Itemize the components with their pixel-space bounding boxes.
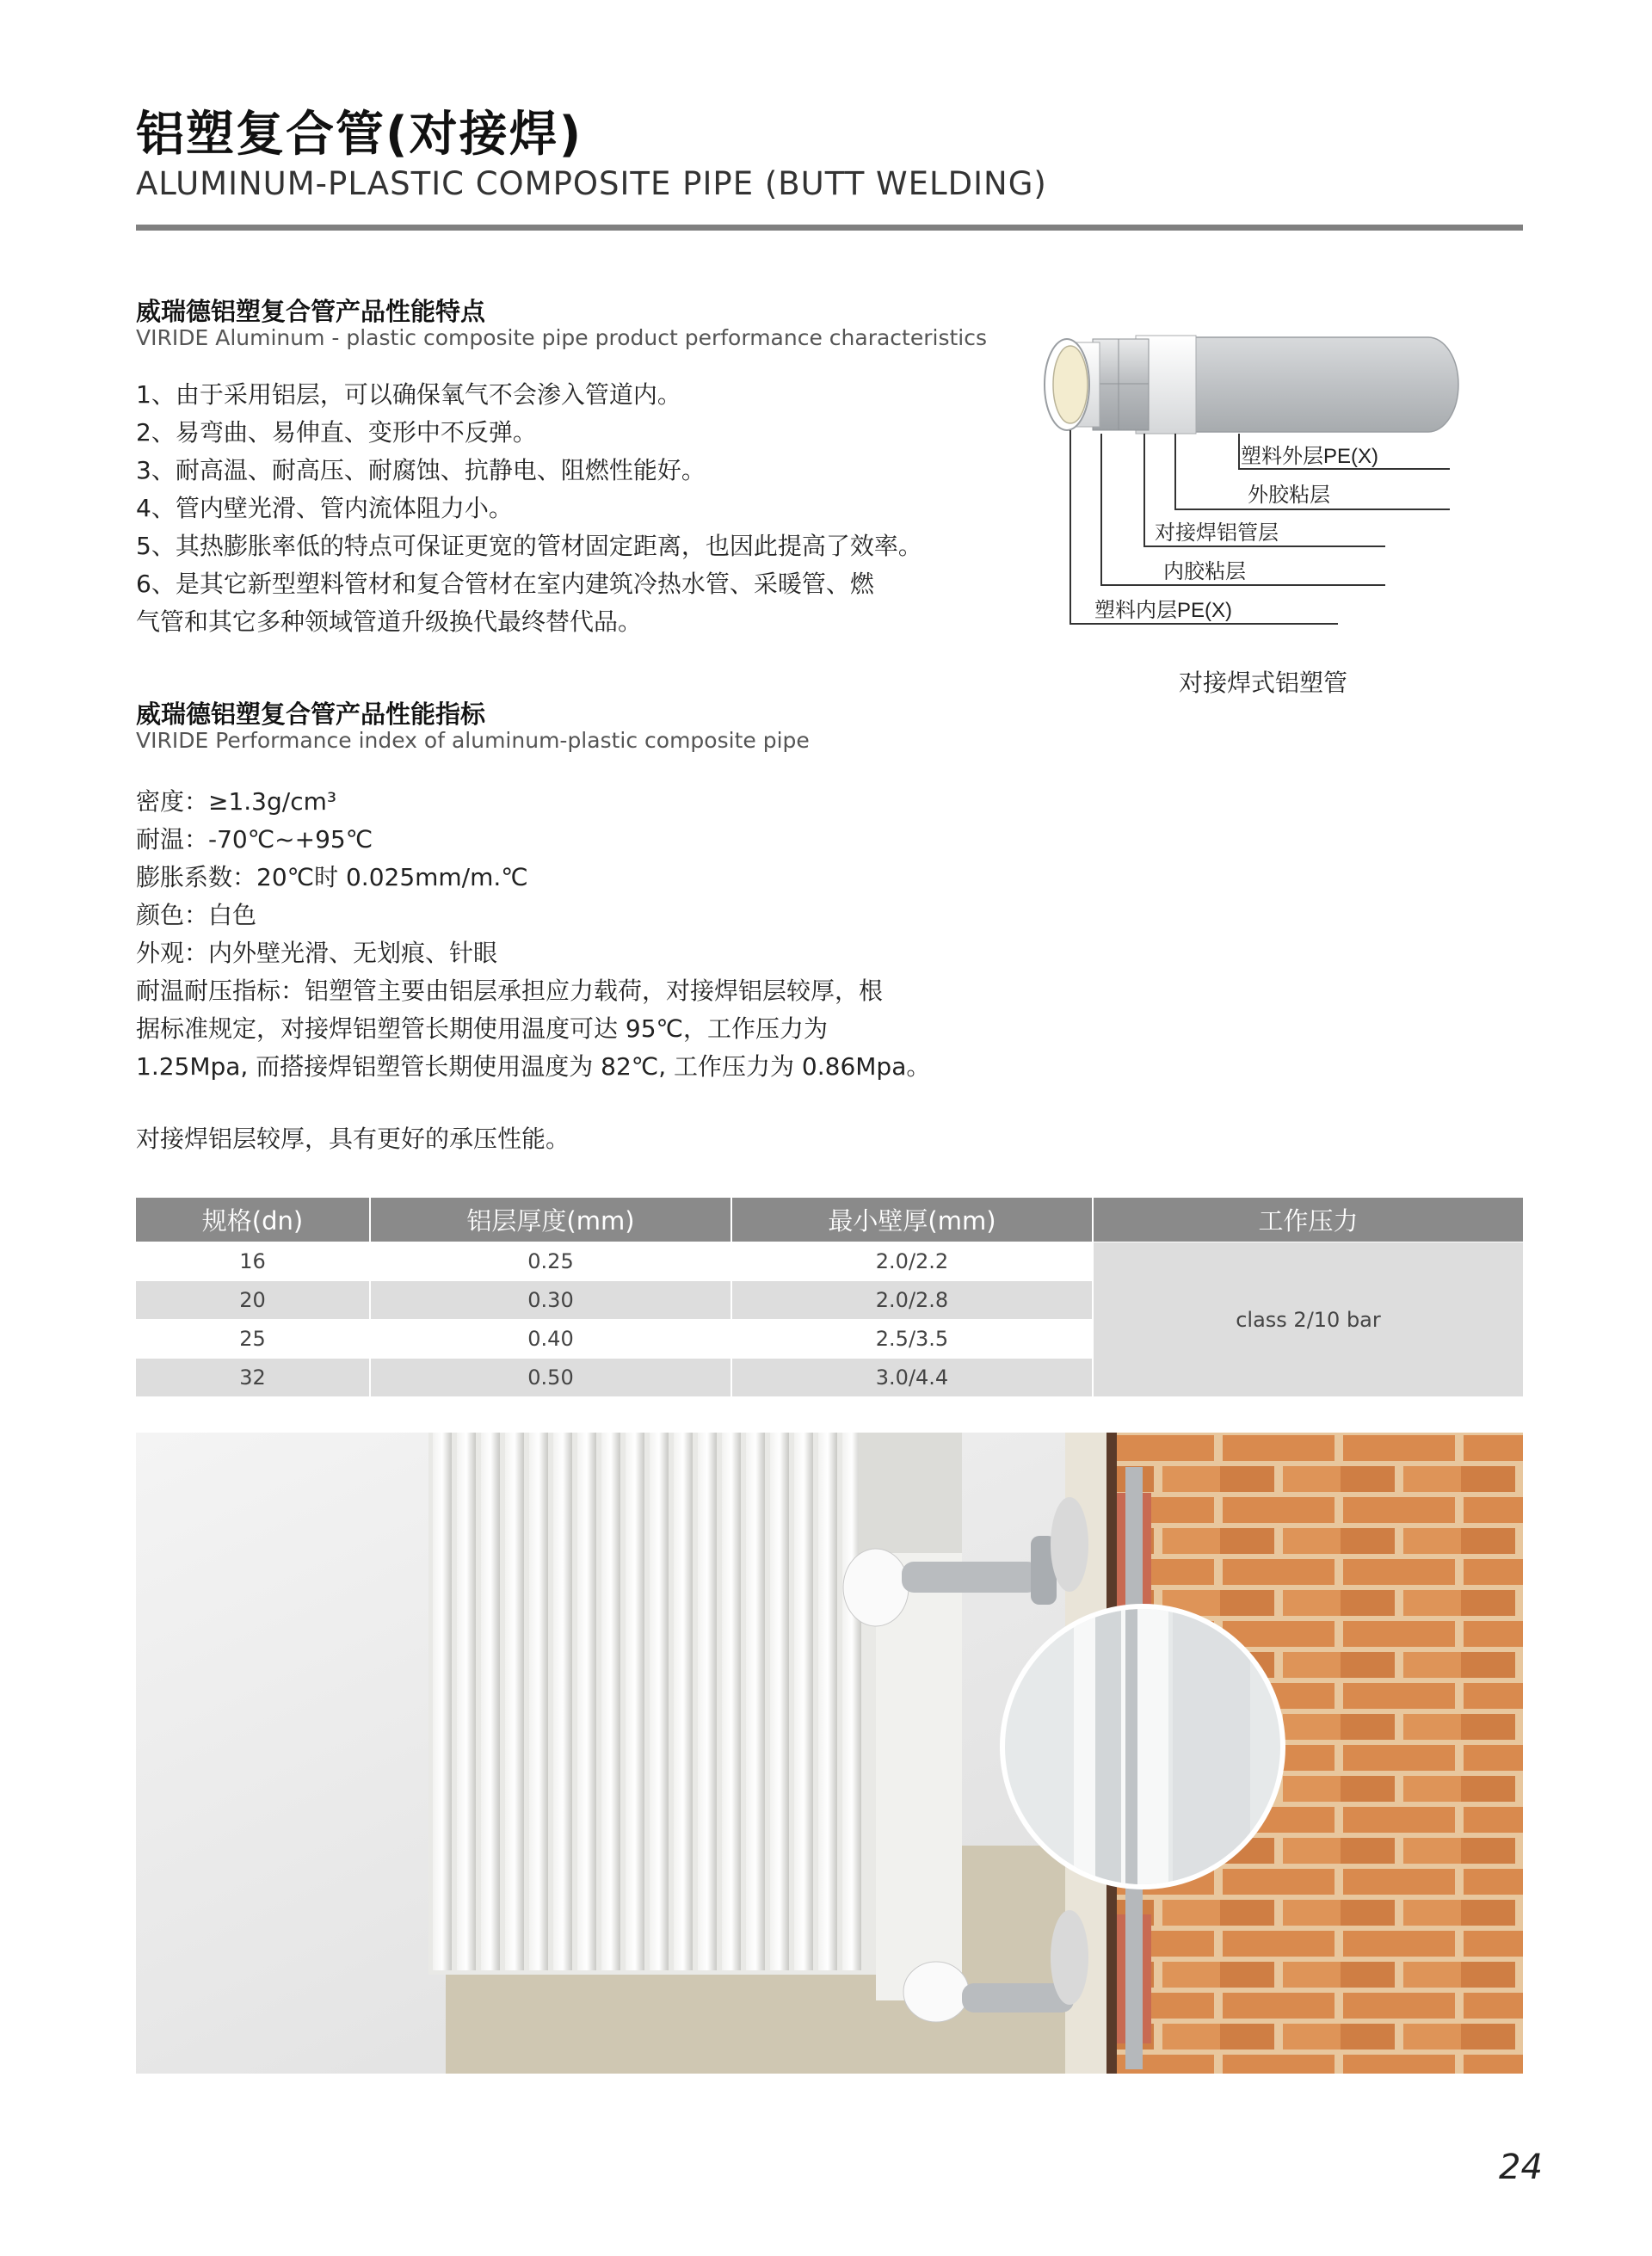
performance-line: 外观：内外壁光滑、无划痕、针眼 xyxy=(136,939,498,967)
performance-line: 密度：≥1.3g/cm³ xyxy=(136,787,337,816)
pipe-end-inner xyxy=(1053,346,1088,423)
radiator-fin xyxy=(481,1433,500,1970)
pipe-zoom-circle xyxy=(1003,1605,1282,1889)
col-header-size: 规格(dn) xyxy=(136,1198,370,1242)
performance-line: 颜色：白色 xyxy=(136,901,257,929)
feature-line: 1、由于采用铝层，可以确保氧气不会渗入管道内。 xyxy=(136,380,681,409)
cell-al-thickness: 0.25 xyxy=(370,1242,731,1281)
label-outer-adhesive: 外胶粘层 xyxy=(1248,484,1330,507)
radiator-fin xyxy=(746,1433,765,1970)
radiator-fin xyxy=(698,1433,717,1970)
features-heading-en: VIRIDE Aluminum - plastic composite pipe product performance characteristics xyxy=(136,325,987,350)
radiator-fin xyxy=(842,1433,861,1970)
radiator-fin xyxy=(577,1433,596,1970)
cell-min-wall: 2.0/2.8 xyxy=(731,1281,1093,1320)
radiator-fin xyxy=(457,1433,476,1970)
radiator-fin xyxy=(505,1433,524,1970)
feature-line: 4、管内壁光滑、管内流体阻力小。 xyxy=(136,494,513,522)
performance-heading-en: VIRIDE Performance index of aluminum-plastic composite pipe xyxy=(136,728,810,753)
feature-line: 5、其热膨胀率低的特点可保证更宽的管材固定距离，也因此提高了效率。 xyxy=(136,532,922,560)
cell-pressure: class 2/10 bar xyxy=(1093,1242,1523,1397)
cell-size: 16 xyxy=(136,1242,370,1281)
label-inner-adhesive: 内胶粘层 xyxy=(1163,560,1246,583)
cell-al-thickness: 0.50 xyxy=(370,1359,731,1397)
cell-al-thickness: 0.30 xyxy=(370,1281,731,1320)
performance-line: 耐温：-70℃~+95℃ xyxy=(136,825,373,854)
cell-size: 20 xyxy=(136,1281,370,1320)
label-aluminum: 对接焊铝管层 xyxy=(1155,521,1279,545)
radiator-fin xyxy=(601,1433,620,1970)
col-header-min-wall: 最小壁厚(mm) xyxy=(731,1198,1093,1242)
title-divider xyxy=(136,225,1523,231)
performance-note: 对接焊铝层较厚，具有更好的承压性能。 xyxy=(136,1125,570,1153)
page-subtitle: ALUMINUM-PLASTIC COMPOSITE PIPE (BUTT WELDING) xyxy=(136,165,1047,202)
features-heading: 威瑞德铝塑复合管产品性能特点 xyxy=(136,297,486,326)
radiator-fin xyxy=(553,1433,572,1970)
table-header-row xyxy=(136,1198,1523,1242)
aluminum-layer xyxy=(1093,339,1149,430)
radiator-fin xyxy=(650,1433,669,1970)
cell-size: 32 xyxy=(136,1359,370,1397)
radiator-fin xyxy=(794,1433,813,1970)
cell-min-wall: 2.0/2.2 xyxy=(731,1242,1093,1281)
page-number: 24 xyxy=(1499,2148,1543,2187)
label-outer-pe: 塑料外层PE(X) xyxy=(1241,445,1379,468)
col-header-al-thickness: 铝层厚度(mm) xyxy=(370,1198,731,1242)
cell-size: 25 xyxy=(136,1320,370,1359)
radiator-fin xyxy=(722,1433,741,1970)
spec-table xyxy=(136,1198,1523,1396)
radiator-fin xyxy=(818,1433,837,1970)
feature-line: 3、耐高温、耐高压、耐腐蚀、抗静电、阻燃性能好。 xyxy=(136,456,706,484)
radiator-illustration xyxy=(136,1433,1523,2074)
performance-heading: 威瑞德铝塑复合管产品性能指标 xyxy=(136,700,486,729)
diagram-caption: 对接焊式铝塑管 xyxy=(1179,669,1348,697)
performance-line: 1.25Mpa, 而搭接焊铝塑管长期使用温度为 82℃, 工作压力为 0.86Mpa。 xyxy=(136,1052,931,1081)
features-list xyxy=(136,376,922,641)
performance-list xyxy=(136,783,930,1086)
performance-line: 据标准规定，对接焊铝塑管长期使用温度可达 95℃，工作压力为 xyxy=(136,1014,828,1043)
cell-al-thickness: 0.40 xyxy=(370,1320,731,1359)
performance-line: 耐温耐压指标：铝塑管主要由铝层承担应力载荷，对接焊铝层较厚，根 xyxy=(136,977,884,1005)
page-title: 铝塑复合管(对接焊) xyxy=(136,107,583,163)
col-header-pressure: 工作压力 xyxy=(1093,1198,1523,1242)
cell-min-wall: 2.5/3.5 xyxy=(731,1320,1093,1359)
radiator-fin xyxy=(626,1433,644,1970)
cell-min-wall: 3.0/4.4 xyxy=(731,1359,1093,1397)
pipe-layer-diagram xyxy=(1032,318,1480,637)
radiator xyxy=(428,1433,962,2000)
radiator-fin xyxy=(674,1433,693,1970)
feature-line: 气管和其它多种领域管道升级换代最终替代品。 xyxy=(136,607,643,636)
radiator-fin xyxy=(529,1433,548,1970)
label-inner-pe: 塑料内层PE(X) xyxy=(1094,599,1233,622)
feature-line: 6、是其它新型塑料管材和复合管材在室内建筑冷热水管、采暖管、燃 xyxy=(136,570,874,598)
radiator-fin xyxy=(433,1433,452,1970)
radiator-fin xyxy=(770,1433,789,1970)
performance-line: 膨胀系数：20℃时 0.025mm/m.℃ xyxy=(136,863,528,891)
outer-pe-layer xyxy=(1187,337,1458,432)
table-row xyxy=(136,1242,1523,1281)
feature-line: 2、易弯曲、易伸直、变形中不反弹。 xyxy=(136,418,537,447)
